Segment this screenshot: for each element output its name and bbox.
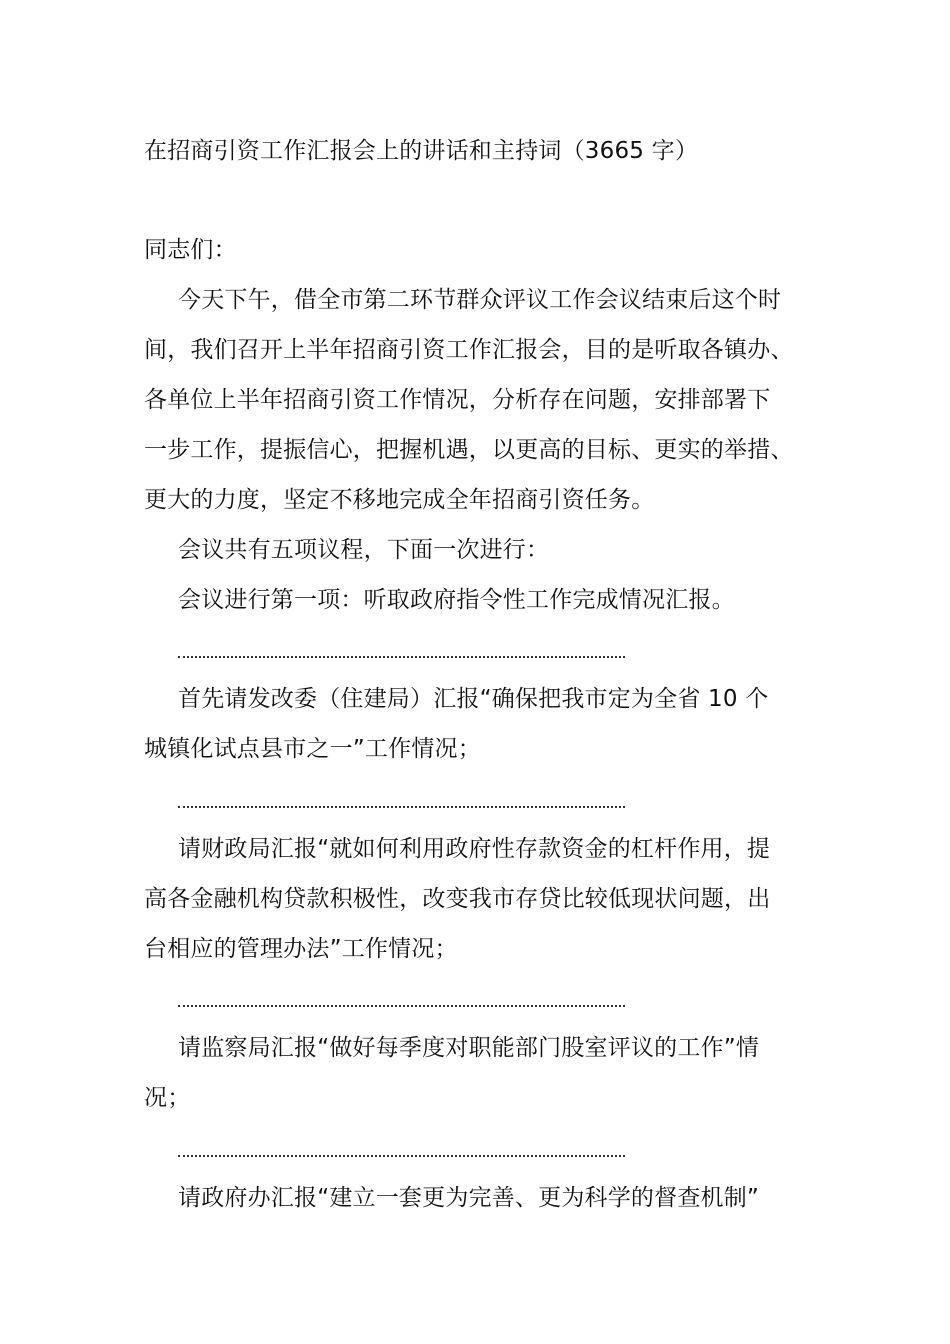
- dotted-separator: [178, 654, 625, 658]
- report-2-line-1: 请财政局汇报“就如何利用政府性存款资金的杠杆作用，提: [178, 836, 771, 862]
- dotted-separator: [178, 804, 625, 808]
- report-2-line-3: 台相应的管理办法”工作情况；: [144, 936, 458, 962]
- report-3-line-2: 况；: [144, 1085, 191, 1111]
- report-1-line-1: 首先请发改委（住建局）汇报“确保把我市定为全省 10 个: [178, 686, 769, 712]
- intro-line-1: 今天下午，借全市第二环节群众评议工作会议结束后这个时: [178, 287, 782, 313]
- document-title: 在招商引资工作汇报会上的讲话和主持词（3665 字）: [144, 138, 699, 164]
- agenda-intro: 会议共有五项议程，下面一次进行：: [178, 537, 550, 563]
- intro-line-4: 一步工作，提振信心，把握机遇，以更高的目标、更实的举措、: [144, 437, 794, 463]
- greeting: 同志们：: [144, 237, 237, 263]
- agenda-item-one: 会议进行第一项：听取政府指令性工作完成情况汇报。: [178, 587, 735, 613]
- report-3-line-1: 请监察局汇报“做好每季度对职能部门股室评议的工作”情: [178, 1035, 760, 1061]
- intro-line-2: 间，我们召开上半年招商引资工作汇报会，目的是听取各镇办、: [144, 337, 794, 363]
- intro-line-5: 更大的力度，坚定不移地完成全年招商引资任务。: [144, 487, 655, 513]
- dotted-separator: [178, 1153, 625, 1157]
- dotted-separator: [178, 1003, 625, 1007]
- report-1-line-2: 城镇化试点县市之一”工作情况；: [144, 736, 481, 762]
- report-4-line-1: 请政府办汇报“建立一套更为完善、更为科学的督查机制”: [178, 1185, 760, 1211]
- intro-line-3: 各单位上半年招商引资工作情况，分析存在问题，安排部署下: [144, 387, 771, 413]
- report-2-line-2: 高各金融机构贷款积极性，改变我市存贷比较低现状问题，出: [144, 886, 771, 912]
